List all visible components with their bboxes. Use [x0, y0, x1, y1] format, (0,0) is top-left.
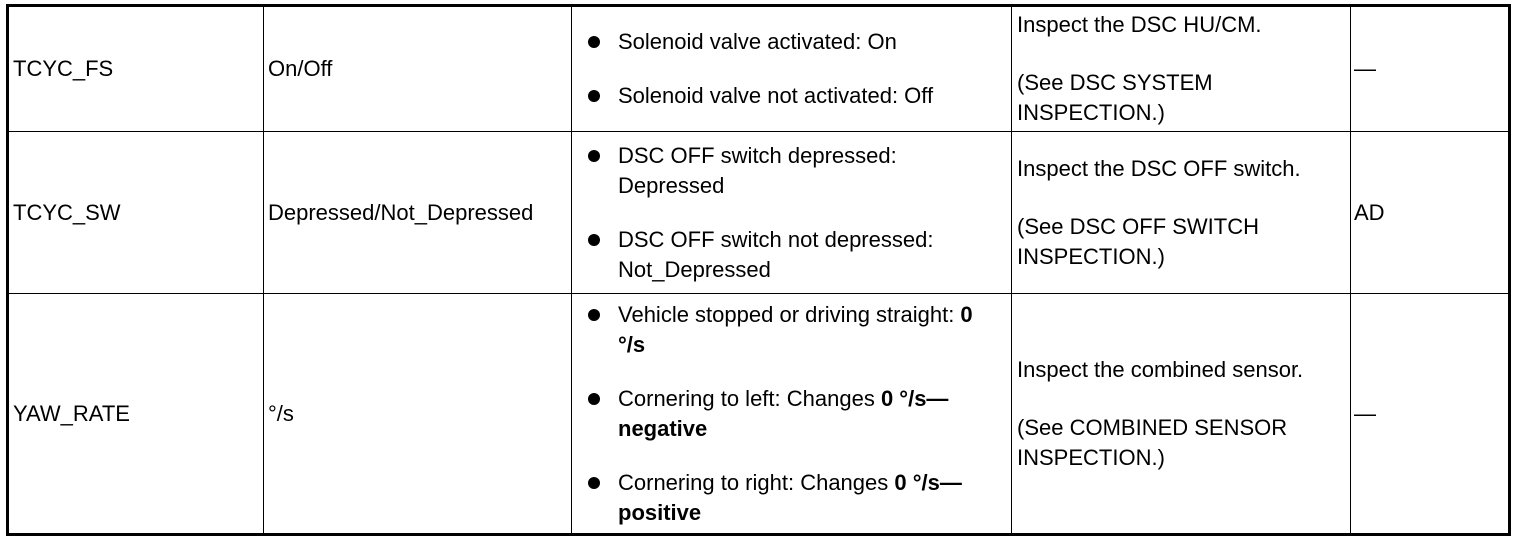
dtc-cell [1351, 6, 1510, 132]
bullet-icon [588, 36, 600, 48]
dtc-value: — [1354, 400, 1376, 426]
unit-cell: Depressed/Not_Depressed [264, 132, 572, 294]
condition-item [618, 300, 1011, 360]
table-row-yaw-rate [8, 294, 1510, 535]
bullet-icon [588, 309, 600, 321]
item-cell: TCYC_SW [8, 132, 264, 294]
action-text: Inspect the DSC HU/CM. [1017, 12, 1262, 37]
condition-item [618, 81, 1011, 111]
condition-item [618, 27, 1011, 57]
reference-text: (See COMBINED SENSOR INSPECTION.) [1017, 414, 1288, 470]
condition-list [618, 27, 1011, 111]
condition-value: 0 °/s [618, 301, 973, 357]
condition-item [618, 225, 1011, 285]
bullet-icon [588, 234, 600, 246]
action-text: Inspect the DSC OFF switch. [1017, 155, 1301, 181]
dtc-cell [1351, 132, 1510, 294]
condition-text: DSC OFF switch depressed: Depressed [618, 142, 897, 198]
condition-item [618, 384, 1011, 444]
action-text: Inspect the combined sensor. [1017, 356, 1304, 382]
dtc-value: AD [1354, 199, 1385, 225]
bullet-icon [588, 150, 600, 162]
reference-text: (See DSC OFF SWITCH INSPECTION.) [1017, 213, 1260, 269]
condition-text: Solenoid valve not activated: Off [618, 83, 934, 108]
condition-cell [572, 132, 1012, 294]
item-cell: TCYC_FS [8, 6, 264, 132]
condition-item [618, 141, 1011, 201]
action-cell [1012, 294, 1351, 535]
condition-text: Solenoid valve activated: On [618, 29, 897, 54]
unit-cell: °/s [264, 294, 572, 535]
condition-list [618, 141, 1011, 285]
action-cell [1012, 132, 1351, 294]
action-cell [1012, 6, 1351, 132]
bullet-icon [588, 477, 600, 489]
condition-text: Cornering to left: Changes [618, 385, 881, 411]
condition-cell [572, 294, 1012, 535]
pid-data-table [6, 4, 1511, 536]
condition-text: Vehicle stopped or driving straight: [618, 301, 961, 327]
table-row-tcyc-fs [8, 6, 1510, 132]
condition-cell [572, 6, 1012, 132]
reference-text: (See DSC SYSTEM INSPECTION.) [1017, 70, 1213, 125]
condition-item [618, 468, 1011, 528]
condition-text: DSC OFF switch not depressed: Not_Depressed [618, 226, 934, 282]
condition-text: Cornering to right: Changes [618, 469, 895, 495]
bullet-icon [588, 90, 600, 102]
item-cell: YAW_RATE [8, 294, 264, 535]
dtc-cell [1351, 294, 1510, 535]
condition-value: 0 °/s—negative [618, 385, 949, 441]
dtc-value: — [1354, 56, 1376, 81]
unit-cell: On/Off [264, 6, 572, 132]
bullet-icon [588, 393, 600, 405]
table-row-tcyc-sw [8, 132, 1510, 294]
condition-value: 0 °/s—positive [618, 469, 962, 525]
condition-list [618, 300, 1011, 528]
